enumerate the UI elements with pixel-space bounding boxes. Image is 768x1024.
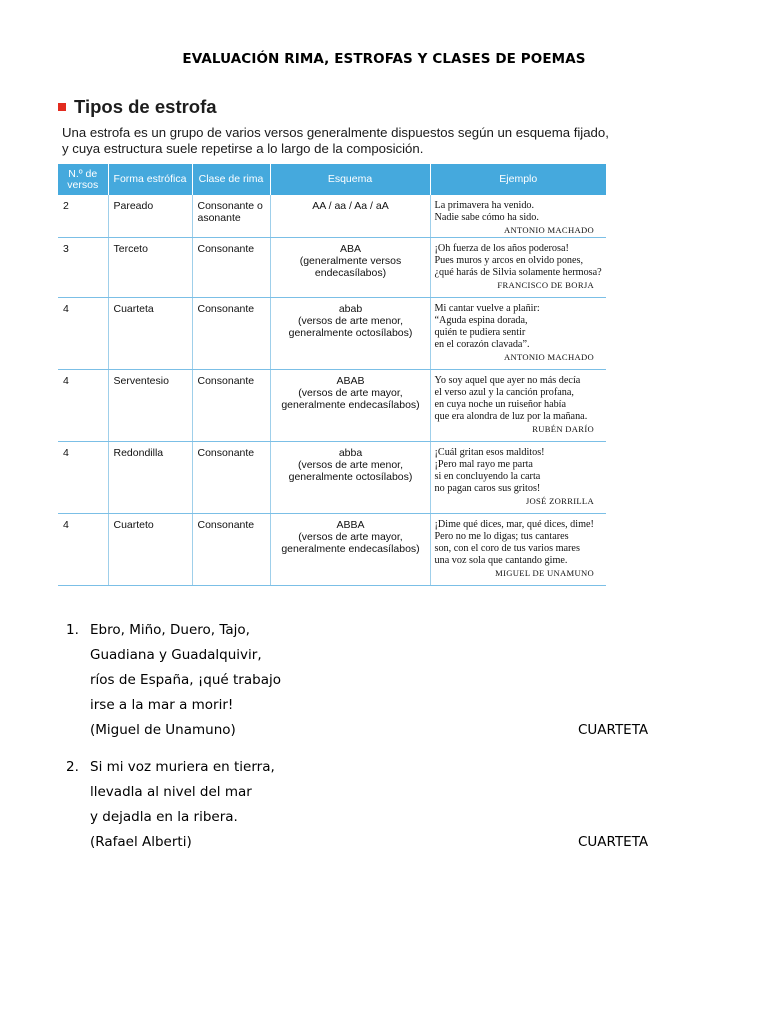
esquema-pattern: ABA — [339, 242, 361, 255]
cell-forma: Cuarteto — [108, 513, 192, 585]
figure-intro: Una estrofa es un grupo de varios versos generalmente dispuestos según un esquema fijado, y cuya estructura suele repetirse a lo largo de la composición. — [62, 125, 609, 156]
cell-rima: Consonante — [192, 441, 270, 513]
cell-esquema — [270, 237, 430, 297]
cell-ejemplo — [430, 195, 606, 237]
example-verse: una voz sola que cantando gime. — [434, 555, 568, 567]
cell-versos: 4 — [58, 369, 108, 441]
esquema-pattern: AA / aa / Aa / aA — [312, 200, 389, 212]
example-verse: no pagan caros sus gritos! — [434, 483, 541, 495]
cell-versos: 3 — [58, 237, 108, 297]
example-author: ANTONIO MACHADO — [503, 225, 594, 236]
cell-ejemplo — [430, 297, 606, 369]
cell-forma: Redondilla — [108, 441, 192, 513]
example-verse: que era alondra de luz por la mañana. — [434, 411, 588, 423]
exercise-number: 1. — [66, 622, 79, 638]
figure-heading-text: Tipos de estrofa — [74, 96, 217, 117]
esquema-pattern: ABAB — [336, 374, 365, 387]
cell-versos: 4 — [58, 297, 108, 369]
cell-esquema — [270, 195, 430, 237]
esquema-note: (versos de arte mayor, generalmente endecasílabos) — [281, 530, 420, 555]
cell-rima: Consonante — [192, 237, 270, 297]
poem-line: irse a la mar a morir! — [90, 697, 234, 713]
page-title: EVALUACIÓN RIMA, ESTROFAS Y CLASES DE POEMAS — [182, 51, 586, 67]
example-verse: si en concluyendo la carta — [434, 471, 541, 483]
cell-forma: Serventesio — [108, 369, 192, 441]
esquema-note: (versos de arte mayor, generalmente endecasílabos) — [281, 386, 420, 411]
cell-esquema — [270, 369, 430, 441]
table-row — [58, 237, 606, 297]
cell-rima: Consonante — [192, 369, 270, 441]
stanza-table — [58, 164, 606, 586]
esquema-note: (versos de arte menor, generalmente octosílabos) — [288, 458, 413, 483]
example-verse: La primavera ha venido. — [434, 200, 535, 211]
exercise-item — [66, 618, 666, 743]
table-header-row — [58, 164, 606, 195]
example-author: JOSÉ ZORRILLA — [525, 496, 594, 507]
cell-versos: 4 — [58, 513, 108, 585]
poem-line: (Rafael Alberti) — [90, 834, 192, 850]
example-author: FRANCISCO DE BORJA — [497, 280, 594, 291]
cell-ejemplo — [430, 441, 606, 513]
cell-esquema — [270, 297, 430, 369]
example-author: MIGUEL DE UNAMUNO — [495, 568, 594, 579]
cell-rima: Consonante o asonante — [192, 195, 270, 237]
poem-line: y dejadla en la ribera. — [90, 809, 238, 825]
example-verse: ¿qué harás de Silvia solamente hermosa? — [434, 267, 602, 279]
example-author: ANTONIO MACHADO — [503, 352, 594, 363]
poem-line: Guadiana y Guadalquivir, — [90, 647, 262, 663]
column-header: Forma estrófica — [108, 164, 192, 195]
stanza-types-figure — [58, 92, 609, 586]
poem-line: ríos de España, ¡qué trabajo — [90, 672, 281, 688]
esquema-note: (versos de arte menor, generalmente octosílabos) — [288, 314, 413, 339]
exercise-answer: CUARTETA — [578, 834, 649, 850]
esquema-note: (generalmente versos endecasílabos) — [299, 254, 402, 279]
example-verse: ¡Dime qué dices, mar, qué dices, dime! — [434, 518, 594, 530]
cell-forma: Pareado — [108, 195, 192, 237]
poem-line: Ebro, Miño, Duero, Tajo, — [90, 622, 250, 638]
column-header: Ejemplo — [430, 164, 606, 195]
column-header: Esquema — [270, 164, 430, 195]
cell-forma: Cuarteta — [108, 297, 192, 369]
example-verse: “Aguda espina dorada, — [434, 314, 528, 326]
table-row — [58, 513, 606, 585]
example-verse: ¡Cuál gritan esos malditos! — [434, 446, 545, 458]
table-row — [58, 369, 606, 441]
esquema-pattern: abba — [338, 446, 363, 459]
example-verse: Mi cantar vuelve a plañir: — [434, 302, 540, 314]
cell-ejemplo — [430, 237, 606, 297]
poem-line: Si mi voz muriera en tierra, — [90, 759, 275, 775]
cell-rima: Consonante — [192, 513, 270, 585]
example-verse: en el corazón clavada”. — [434, 339, 530, 351]
example-author: RUBÉN DARÍO — [532, 424, 594, 435]
exercise-number: 2. — [66, 759, 79, 775]
example-verse: ¡Pero mal rayo me parta — [434, 458, 533, 470]
example-verse: Pero no me lo digas; tus cantares — [434, 530, 569, 542]
table-row — [58, 297, 606, 369]
cell-ejemplo — [430, 369, 606, 441]
table-row — [58, 195, 606, 237]
example-verse: son, con el coro de tus varios mares — [434, 543, 580, 555]
example-verse: Yo soy aquel que ayer no más decía — [434, 374, 581, 386]
example-verse: Pues muros y arcos en olvido pones, — [434, 254, 584, 266]
cell-ejemplo — [430, 513, 606, 585]
exercise-answer: CUARTETA — [578, 722, 649, 738]
example-verse: el verso azul y la canción profana, — [434, 386, 574, 398]
example-verse: quién te pudiera sentir — [434, 327, 526, 339]
figure-heading — [58, 96, 217, 118]
column-header: Clase de rima — [192, 164, 270, 195]
cell-versos: 4 — [58, 441, 108, 513]
cell-versos: 2 — [58, 195, 108, 237]
example-verse: Nadie sabe cómo ha sido. — [434, 212, 539, 224]
exercise-item — [66, 755, 666, 855]
cell-rima: Consonante — [192, 297, 270, 369]
table-row — [58, 441, 606, 513]
example-verse: en cuya noche un ruiseñor había — [434, 399, 567, 411]
example-verse: ¡Oh fuerza de los años poderosa! — [434, 242, 569, 254]
poem-line: (Miguel de Unamuno) — [90, 722, 236, 738]
column-header: N.º de versos — [58, 164, 108, 195]
cell-esquema — [270, 441, 430, 513]
exercises — [66, 618, 666, 855]
esquema-pattern: abab — [338, 302, 363, 315]
cell-esquema — [270, 513, 430, 585]
red-square-icon — [58, 103, 66, 111]
cell-forma: Terceto — [108, 237, 192, 297]
poem-line: llevadla al nivel del mar — [90, 784, 252, 800]
esquema-pattern: ABBA — [336, 518, 365, 531]
